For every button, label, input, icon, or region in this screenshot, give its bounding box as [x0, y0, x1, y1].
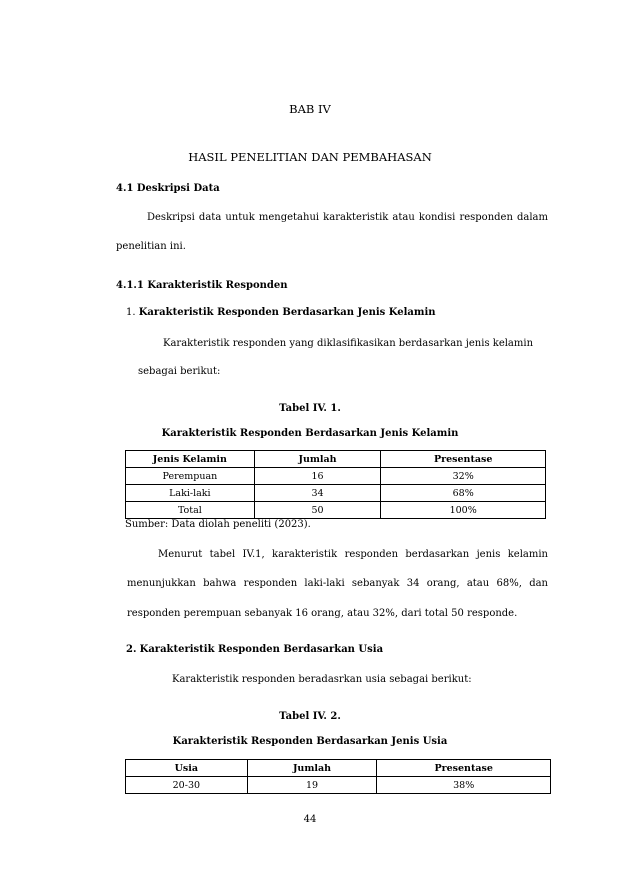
column-header: Jenis Kelamin: [126, 451, 255, 468]
paragraph-line: sebagai berikut:: [138, 366, 221, 377]
list-number: 1.: [126, 307, 136, 318]
paragraph-text: Deskripsi data untuk mengetahui karakteristik atau kondisi responden dalam: [147, 212, 548, 223]
table-header-row: [126, 760, 551, 777]
column-header: Presentase: [377, 760, 551, 777]
table-cell: 32%: [381, 468, 546, 485]
table-label: Tabel IV. 1.: [279, 403, 341, 414]
paragraph-line: [147, 212, 548, 223]
section-heading-4-1: 4.1 Deskripsi Data: [116, 183, 220, 194]
table-source-note: Sumber: Data diolah peneliti (2023).: [125, 519, 311, 530]
data-table-gender: [125, 450, 546, 519]
paragraph-line: [158, 549, 548, 560]
column-header: Usia: [126, 760, 248, 777]
table-header-row: [126, 451, 546, 468]
table-cell: 19: [247, 777, 377, 794]
paragraph-text: Menurut tabel IV.1, karakteristik responden berdasarkan jenis kelamin: [158, 549, 548, 560]
chapter-title: HASIL PENELITIAN DAN PEMBAHASAN: [188, 150, 432, 164]
table-cell: 68%: [381, 485, 546, 502]
paragraph-text: menunjukkan bahwa responden laki-laki sebanyak 34 orang, atau 68%, dan: [127, 578, 548, 589]
list-heading: Karakteristik Responden Berdasarkan Usia: [139, 644, 384, 655]
column-header: Jumlah: [254, 451, 381, 468]
section-heading-4-1-1: 4.1.1 Karakteristik Responden: [116, 280, 288, 291]
page-number: 44: [303, 814, 317, 825]
data-table-age: [125, 759, 551, 794]
table-caption: Karakteristik Responden Berdasarkan Jenis Usia: [172, 736, 448, 747]
list-number: 2.: [126, 644, 137, 655]
table-cell: Perempuan: [126, 468, 255, 485]
paragraph-line: penelitian ini.: [116, 241, 186, 252]
table-row: [126, 485, 546, 502]
table-row: [126, 777, 551, 794]
paragraph-line: Karakteristik responden beradasrkan usia sebagai berikut:: [172, 674, 472, 685]
table-row: [126, 468, 546, 485]
table-label: Tabel IV. 2.: [279, 711, 341, 722]
table-cell: 20-30: [126, 777, 248, 794]
list-item-2: [126, 644, 383, 655]
chapter-label: BAB IV: [289, 102, 331, 116]
table-cell: Total: [126, 502, 255, 519]
table-cell: 16: [254, 468, 381, 485]
table-caption: Karakteristik Responden Berdasarkan Jenis Kelamin: [161, 428, 459, 439]
paragraph-line: [127, 578, 548, 589]
column-header: Presentase: [381, 451, 546, 468]
table-cell: Laki-laki: [126, 485, 255, 502]
table-row: [126, 502, 546, 519]
list-heading: Karakteristik Responden Berdasarkan Jenis Kelamin: [138, 307, 436, 318]
paragraph-line: Karakteristik responden yang diklasifikasikan berdasarkan jenis kelamin: [163, 338, 534, 349]
paragraph-line: responden perempuan sebanyak 16 orang, atau 32%, dari total 50 responde.: [127, 608, 518, 619]
table-cell: 34: [254, 485, 381, 502]
table-cell: 100%: [381, 502, 546, 519]
table-cell: 38%: [377, 777, 551, 794]
table-cell: 50: [254, 502, 381, 519]
column-header: Jumlah: [247, 760, 377, 777]
list-item-1: [126, 307, 436, 318]
